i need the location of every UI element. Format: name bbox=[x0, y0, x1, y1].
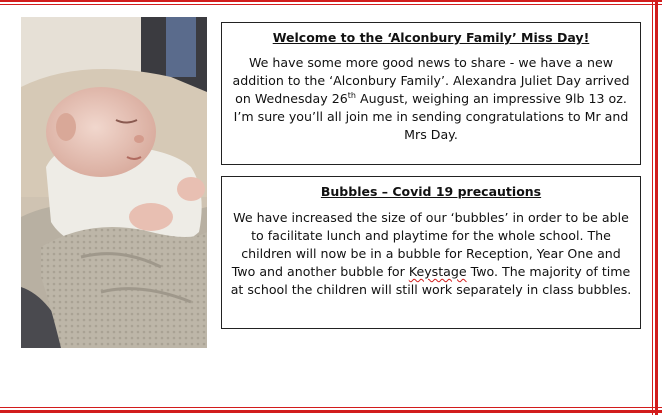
welcome-body-text-2: August, weighing an impressive 9lb 13 oz. I’m sure you’ll all join me in sending congratulations to Mr and Mrs Day. bbox=[233, 91, 629, 142]
welcome-body bbox=[230, 54, 632, 144]
bubbles-body bbox=[230, 209, 632, 299]
bubbles-title: Bubbles – Covid 19 precautions bbox=[320, 184, 542, 199]
page-border-right bbox=[652, 0, 662, 415]
newborn-baby-photo bbox=[21, 17, 207, 348]
welcome-title: Welcome to the ‘Alconbury Family’ Miss Day! bbox=[272, 30, 590, 45]
welcome-notice-box bbox=[221, 22, 641, 165]
bubbles-body-text-1: We have increased the size of our ‘bubbles’ in order to be able to facilitate lunch and playtime for the whole school. The children will now be in a bubble for Reception, Year One and Two and another bubble for bbox=[231, 210, 629, 279]
page-border-bottom bbox=[0, 407, 662, 415]
welcome-body-ordinal: th bbox=[347, 90, 356, 100]
welcome-body-text-1: We have some more good news to share - we have a new addition to the ‘Alconbury Family’. Alexandra Juliet Day arrived on Wednesday 26 bbox=[232, 55, 630, 106]
bubbles-body-text-2: Two. The majority of time at school the children will still work separately in class bubbles. bbox=[230, 264, 632, 297]
bubbles-notice-box bbox=[221, 176, 641, 329]
spellcheck-flagged-word: Keystage bbox=[408, 264, 467, 279]
page-border-top bbox=[0, 0, 662, 6]
